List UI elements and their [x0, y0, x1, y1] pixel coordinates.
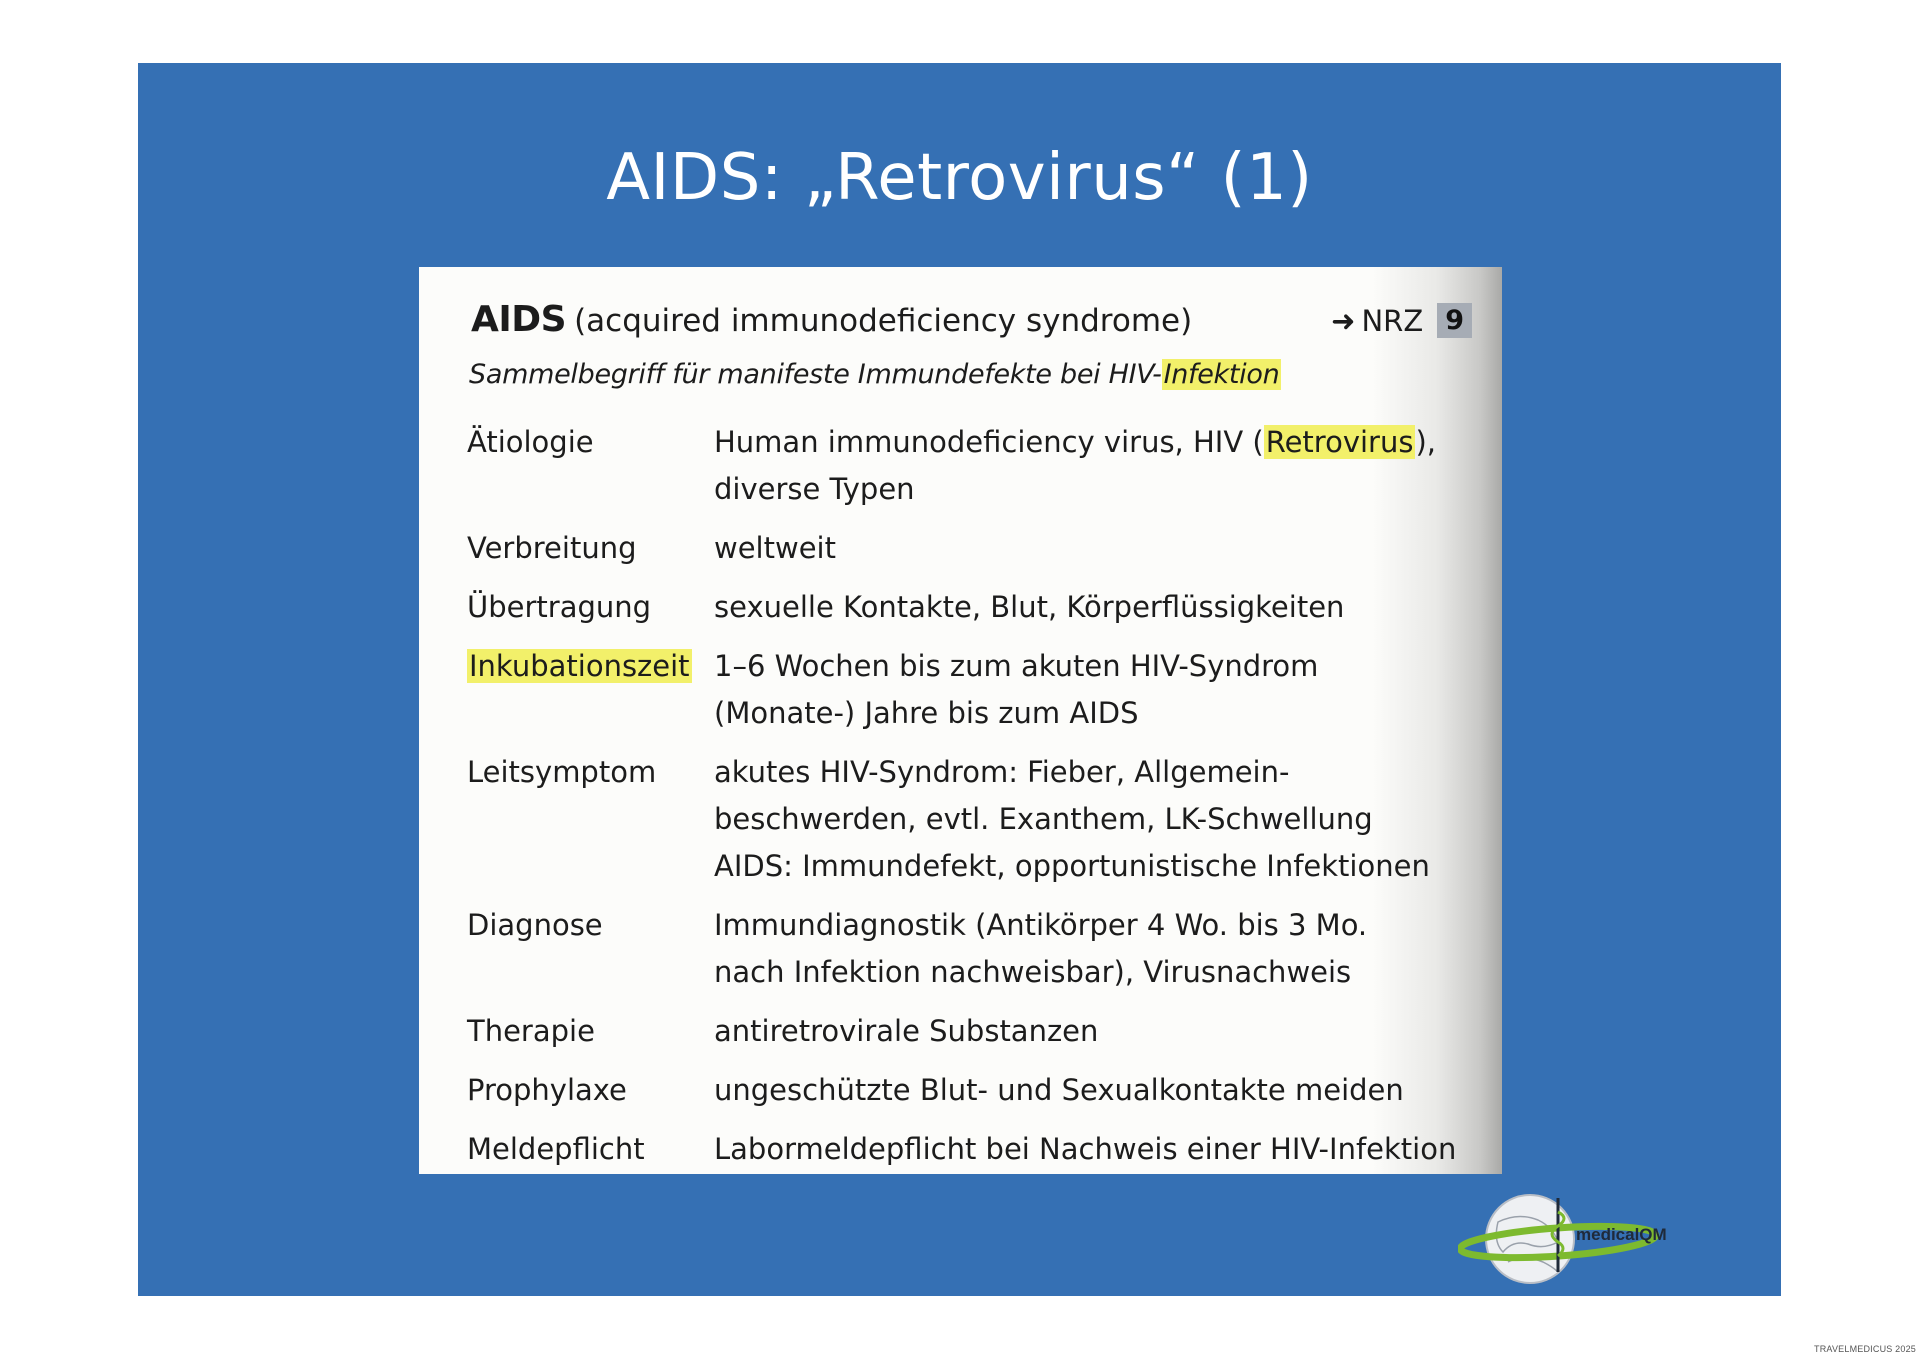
- value-line: nach Infektion nachweisbar), Virusnachweis: [714, 955, 1352, 989]
- row-value: [714, 749, 1496, 890]
- row-label: [467, 1067, 714, 1114]
- nrz-reference: [1331, 303, 1472, 338]
- row-value: [714, 525, 1496, 572]
- row-label: [467, 419, 714, 513]
- row-value: [714, 419, 1496, 513]
- label-text: Therapie: [467, 1014, 595, 1048]
- value-text: Human immunodeficiency virus, HIV (: [714, 425, 1264, 459]
- label-text: Verbreitung: [467, 531, 637, 565]
- footer-mark: TRAVELMEDICUS 2025: [1814, 1344, 1916, 1354]
- value-line: ungeschützte Blut- und Sexualkontakte meiden: [714, 1073, 1404, 1107]
- label-text: Leitsymptom: [467, 755, 657, 789]
- subtitle-highlight: Infektion: [1163, 359, 1280, 390]
- value-line: [714, 419, 1496, 466]
- label-text: Übertragung: [467, 590, 652, 624]
- value-text: ),: [1415, 425, 1436, 459]
- table-row: [467, 1126, 1496, 1173]
- table-row: [467, 1008, 1496, 1055]
- label-highlight: Inkubationszeit: [469, 649, 690, 683]
- value-line: weltweit: [714, 531, 836, 565]
- scan-heading: [471, 299, 1482, 349]
- value-line: diverse Typen: [714, 472, 915, 506]
- label-text: Meldepflicht: [467, 1132, 645, 1166]
- row-value: [714, 584, 1496, 631]
- row-value: [714, 1008, 1496, 1055]
- row-value: [714, 1126, 1496, 1173]
- row-label: [467, 1126, 714, 1173]
- table-row: [467, 902, 1496, 996]
- definition-table: [467, 419, 1496, 1174]
- row-label: [467, 902, 714, 996]
- row-label: [467, 584, 714, 631]
- row-label: [467, 749, 714, 890]
- value-line: akutes HIV-Syndrom: Fieber, Allgemein-: [714, 755, 1290, 789]
- nrz-number-badge: 9: [1437, 303, 1472, 338]
- row-value: [714, 1067, 1496, 1114]
- row-value: [714, 643, 1496, 737]
- heading-sub: (acquired immunodeficiency syndrome): [574, 303, 1193, 339]
- table-row: [467, 419, 1496, 513]
- table-row: [467, 643, 1496, 737]
- label-text: Diagnose: [467, 908, 603, 942]
- subtitle-text: Sammelbegriff für manifeste Immundefekte bei HIV-: [469, 359, 1162, 390]
- slide-panel: [138, 63, 1781, 1296]
- row-value: [714, 902, 1496, 996]
- logo-text: medicalQM: [1576, 1225, 1667, 1244]
- value-line: antiretrovirale Substanzen: [714, 1014, 1099, 1048]
- row-label: [467, 643, 714, 737]
- table-row: [467, 749, 1496, 890]
- value-line: (Monate-) Jahre bis zum AIDS: [714, 696, 1139, 730]
- value-line: AIDS: Immundefekt, opportunistische Infektionen: [714, 849, 1430, 883]
- value-line: Labormeldepflicht bei Nachweis einer HIV-Infektion: [714, 1132, 1457, 1166]
- scan-subtitle: [469, 359, 1281, 390]
- table-row: [467, 525, 1496, 572]
- slide-title: AIDS: „Retrovirus“ (1): [606, 141, 1313, 215]
- row-label: [467, 525, 714, 572]
- value-line: Immundiagnostik (Antikörper 4 Wo. bis 3 Mo.: [714, 908, 1368, 942]
- value-line: sexuelle Kontakte, Blut, Körperflüssigkeiten: [714, 590, 1345, 624]
- table-row: [467, 584, 1496, 631]
- arrow-right-icon: ➜: [1331, 303, 1356, 338]
- scanned-page: [419, 267, 1502, 1174]
- value-line: 1–6 Wochen bis zum akuten HIV-Syndrom: [714, 649, 1319, 683]
- table-row: [467, 1067, 1496, 1114]
- heading-main: AIDS: [471, 299, 567, 340]
- label-text: Ätiologie: [467, 425, 594, 459]
- row-label: [467, 1008, 714, 1055]
- value-line: beschwerden, evtl. Exanthem, LK-Schwellung: [714, 802, 1373, 836]
- nrz-label: NRZ: [1361, 303, 1424, 338]
- label-text: Prophylaxe: [467, 1073, 627, 1107]
- value-highlight: Retrovirus: [1265, 425, 1414, 459]
